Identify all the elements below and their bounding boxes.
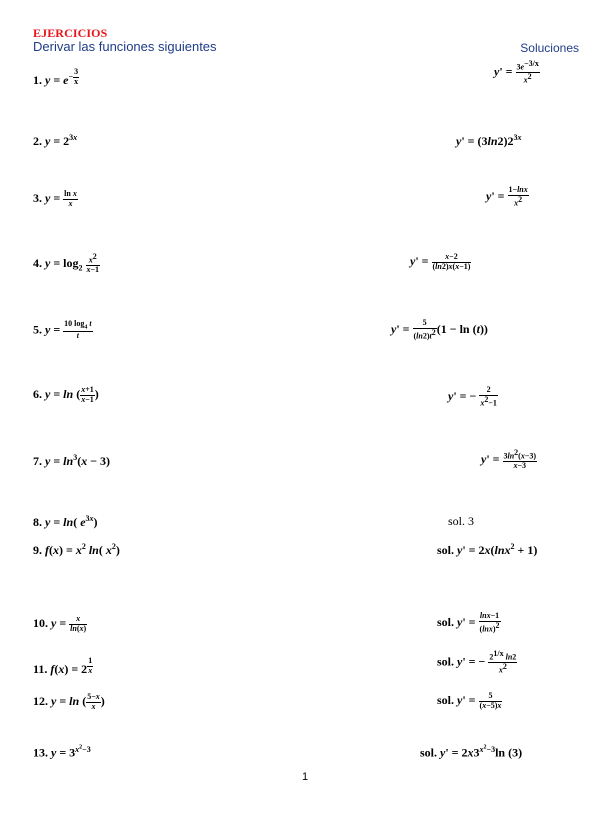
page-number: 1 (302, 771, 309, 783)
exercise-4: 4. $y = \log_2$ $\frac{x^2}{x-1}$ (33, 252, 100, 275)
exercise-9: 9. $f(x) = x^2$ ln( $x^2$) (33, 542, 120, 557)
solution-11: sol. y' = − $\frac{2^{1/x} \ln 2}{x^2}$ (437, 649, 517, 676)
solution-7: y' = $\frac{3\ln^2(x-3)}{x-3}$ (481, 448, 537, 471)
exercise-10: 10. y = $\frac{x}{\ln(x)}$ (33, 614, 87, 633)
page-title: EJERCICIOS (33, 26, 108, 40)
solution-10: sol. y' = $\frac{\ln x-1}{(\ln x)^2}$ (437, 611, 500, 634)
solution-4: y' = $\frac{x-2}{(\ln 2)x(x-1)}$ (410, 252, 471, 271)
exercise-7: 7. $y = \ln^3(x - 3)$ (33, 453, 111, 468)
exercise-3: 3. y = $\frac{\text{ln x}}{x}$ (33, 189, 77, 208)
solution-1: y' = $\frac{3e^{-3/x}}{x^2}$ (494, 59, 539, 86)
solution-6: y' = − $\frac{2}{x^2-1}$ (448, 385, 497, 408)
exercise-1: 1. $y = e^{- \frac{3}{x}}$ (33, 67, 79, 88)
solution-8: sol. 3 (448, 514, 475, 528)
page-subtitle: Derivar las funciones siguientes (33, 39, 217, 54)
solution-9: sol. y' = 2x(lnx$^2$ + 1) (437, 542, 538, 557)
solution-3: y' = $\frac{1-\ln x}{x^2}$ (486, 185, 528, 208)
exercise-12: 12. y = ln ( $\frac{5-x}{x}$ ) (33, 692, 105, 711)
exercise-8: 8. y = ln( $e^{3x}$) (33, 514, 98, 529)
exercise-5: 5. y = $\frac{10 \log_4 t}{t}$ (33, 319, 92, 341)
solution-13: sol. $y' = 2x3^{x^2-3}\ln$ (3) (420, 744, 523, 760)
solution-2: $y' = (3\ln 2)2^{3x}$ (456, 133, 522, 148)
solution-12: sol. y' = $\frac{5}{(x-5)x}$ (437, 691, 502, 710)
solution-5: y' = $\frac{5}{(\ln 2)t^2}$ (1 − ln (t)) (391, 318, 488, 341)
exercise-2: 2. $y = 2^{3x}$ (33, 133, 78, 148)
exercise-11: 11. f(x) = 2 $^{\frac{1}{x}}$ (33, 656, 93, 677)
solutions-heading: Soluciones (520, 41, 579, 55)
exercise-13: 13. $y = 3^{x^2-3}$ (33, 744, 91, 760)
exercise-6: 6. y = ln ( $\frac{x+1}{x-1}$ ) (33, 385, 99, 404)
